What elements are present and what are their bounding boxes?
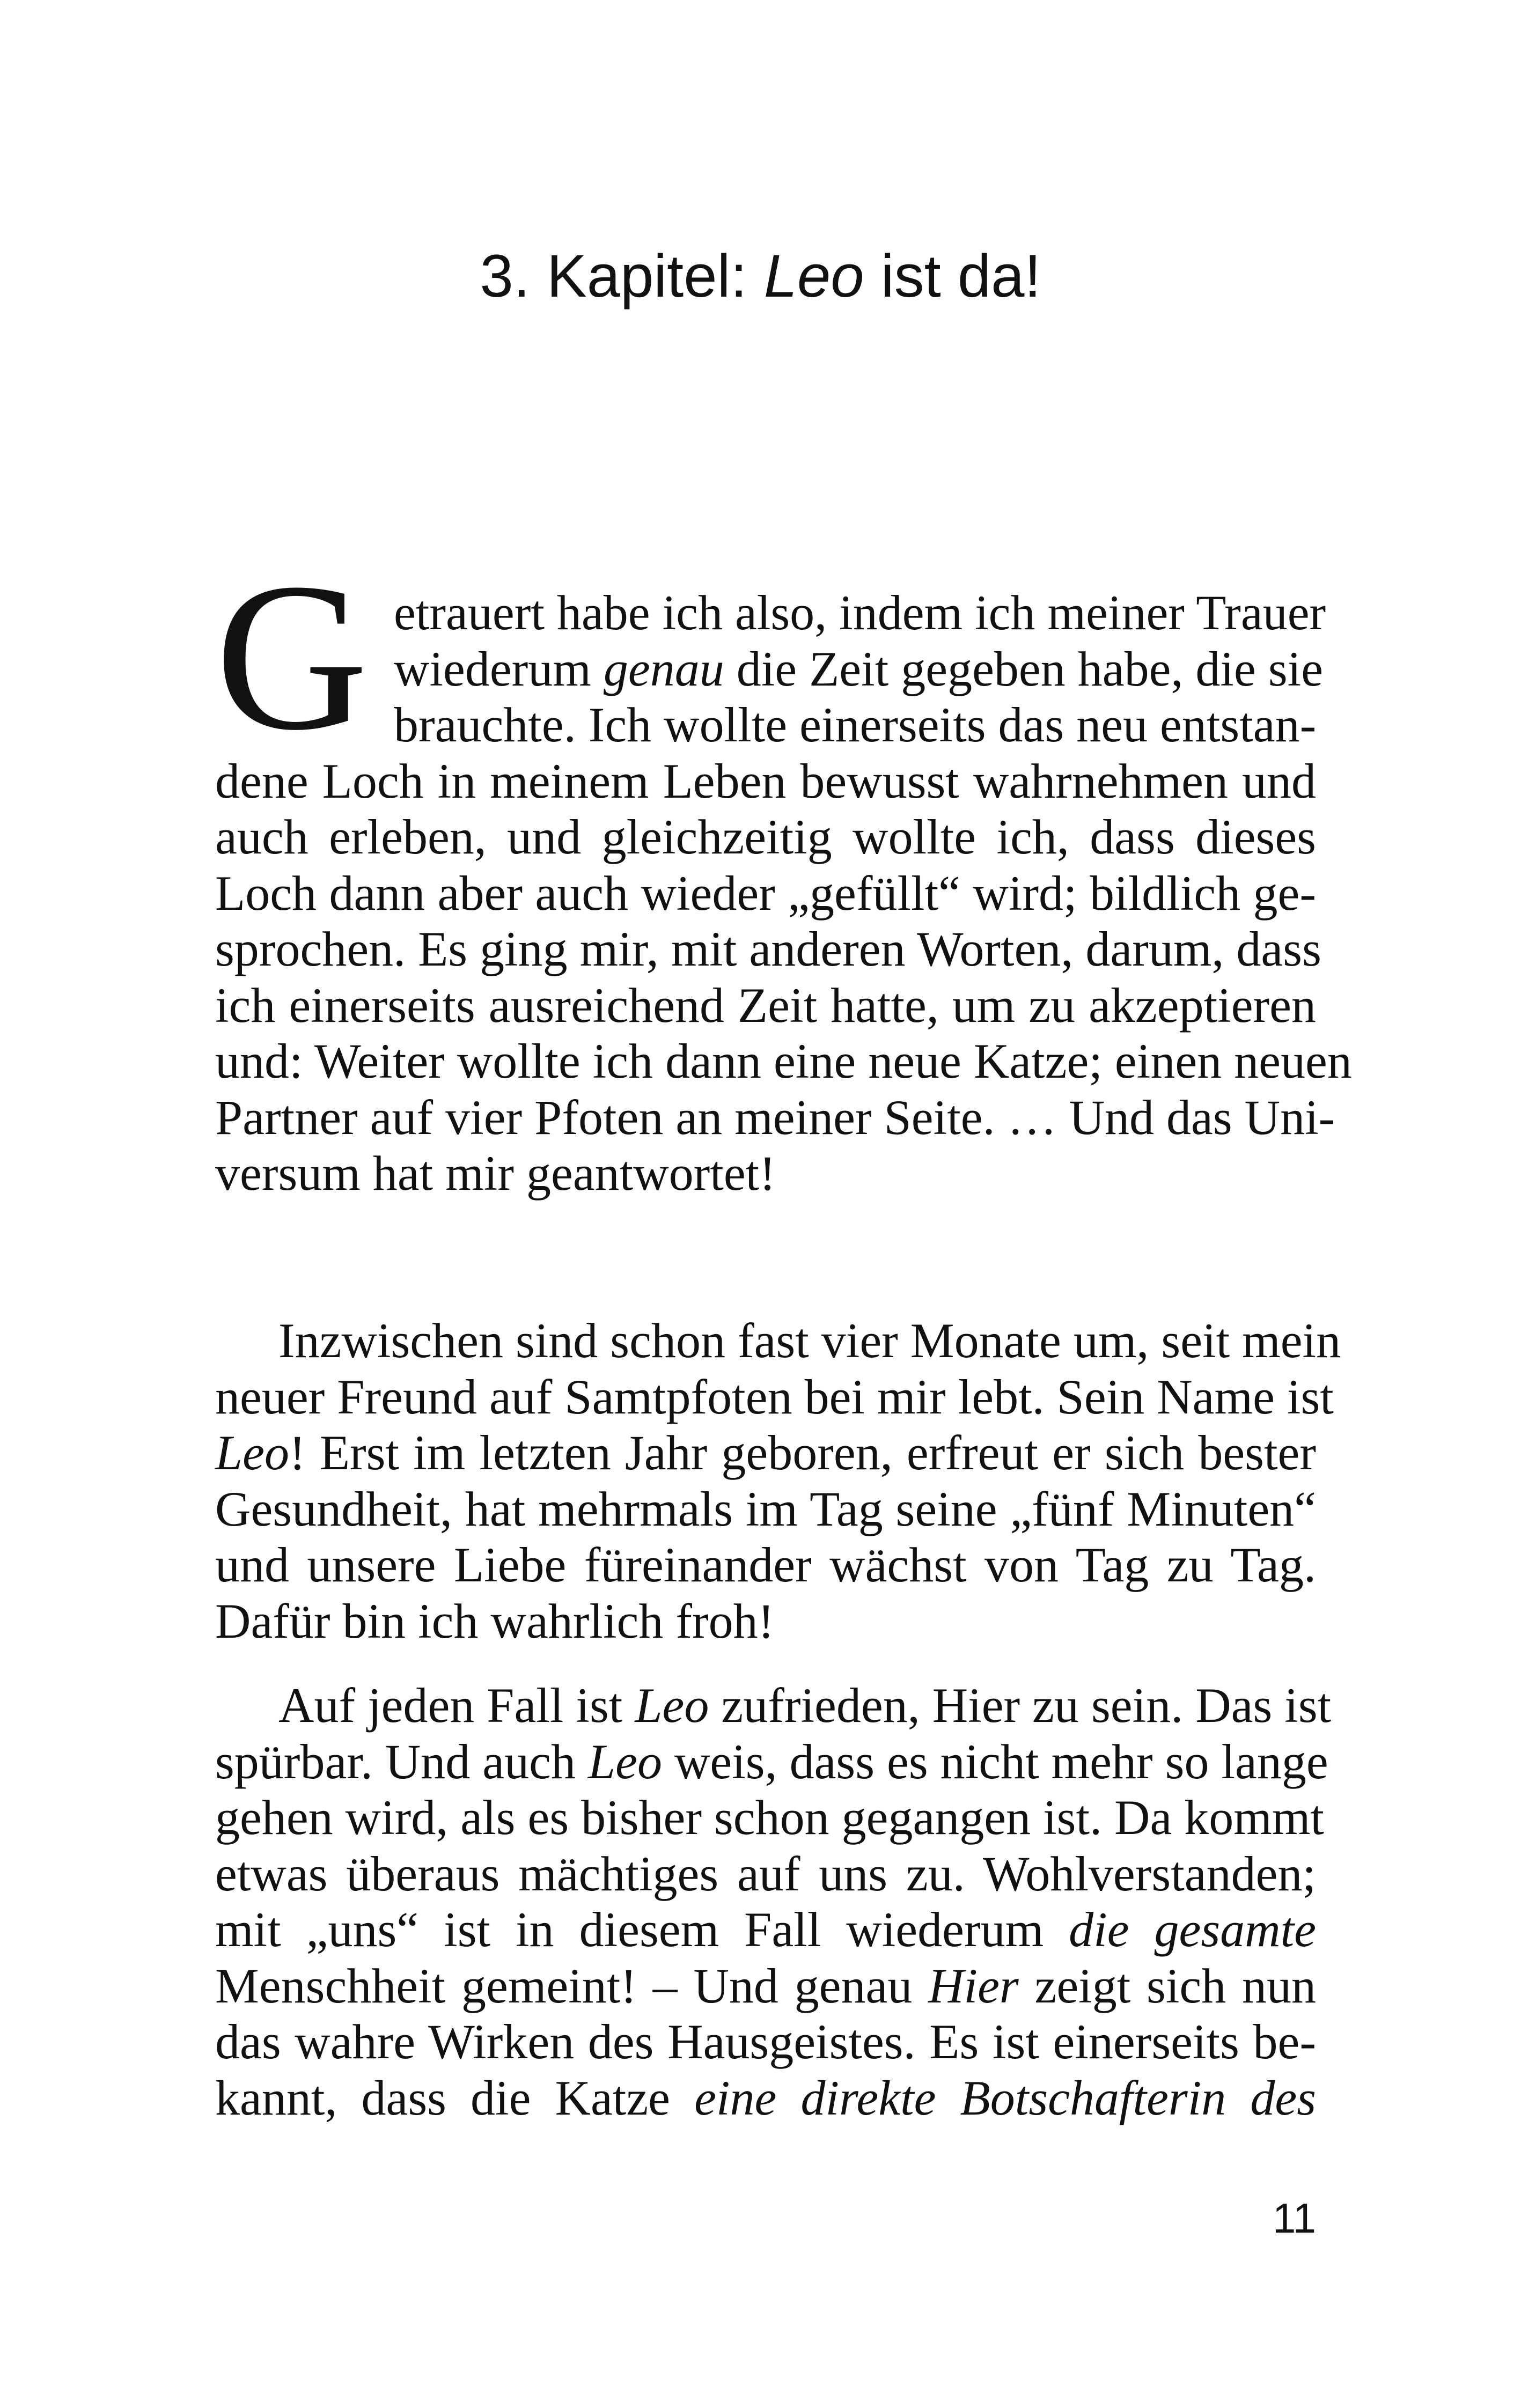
emphasis: genau bbox=[603, 641, 724, 696]
paragraph-2 bbox=[215, 1313, 1341, 1649]
text-run: weis, dass es nicht mehr so lange bbox=[662, 1734, 1328, 1789]
text-line bbox=[215, 1677, 1332, 1734]
paragraph-3 bbox=[215, 1677, 1332, 2126]
text-line: auch erleben, und gleichzeitig wollte ich, dass dieses bbox=[215, 809, 1316, 864]
emphasis: Leo bbox=[635, 1678, 709, 1733]
text-line bbox=[215, 1425, 1316, 1481]
text-run: Menschheit gemeint! – Und genau bbox=[215, 1958, 929, 2013]
text-line: das wahre Wirken des Hausgeistes. Es ist einerseits be- bbox=[215, 2014, 1316, 2069]
text-line: und unsere Liebe füreinander wächst von Tag zu Tag. bbox=[215, 1537, 1316, 1592]
text-line bbox=[215, 641, 1324, 697]
emphasis: die gesamte bbox=[1069, 1902, 1316, 1957]
text-line: neuer Freund auf Samtpfoten bei mir lebt. Sein Name ist bbox=[215, 1369, 1334, 1424]
emphasis: Leo bbox=[587, 1734, 662, 1789]
chapter-title-prefix: 3. Kapitel: bbox=[480, 242, 764, 310]
emphasis: eine direkte Botschafterin des bbox=[694, 2070, 1317, 2125]
text-line: etrauert habe ich also, indem ich meiner Trauer bbox=[394, 585, 1326, 640]
text-run: die Zeit gegeben habe, die sie bbox=[724, 641, 1324, 696]
text-line: ich einerseits ausreichend Zeit hatte, um zu akzeptieren bbox=[215, 977, 1316, 1033]
chapter-title-name: Leo bbox=[763, 242, 864, 310]
text-run: mit „uns“ ist in diesem Fall wiederum bbox=[215, 1902, 1069, 1957]
text-run: spürbar. Und auch bbox=[215, 1734, 588, 1789]
text-line: etwas überaus mächtiges auf uns zu. Wohlverstanden; bbox=[215, 1846, 1316, 1901]
text-line: Loch dann aber auch wieder „gefüllt“ wird; bildlich ge- bbox=[215, 865, 1316, 921]
text-line: dene Loch in meinem Leben bewusst wahrnehmen und bbox=[215, 753, 1316, 808]
text-run: Auf jeden Fall ist bbox=[278, 1678, 635, 1733]
text-line: Partner auf vier Pfoten an meiner Seite. … Und das Uni- bbox=[215, 1089, 1335, 1145]
emphasis: Hier bbox=[928, 1958, 1019, 2013]
text-run: kannt, dass die Katze bbox=[215, 2070, 695, 2125]
text-line: Dafür bin ich wahrlich froh! bbox=[215, 1593, 775, 1648]
text-run: zeigt sich nun bbox=[1018, 1958, 1316, 2013]
text-run: wiederum bbox=[394, 641, 604, 696]
text-line: sprochen. Es ging mir, mit anderen Worten, darum, dass bbox=[215, 922, 1321, 976]
text-line: versum hat mir geantwortet! bbox=[215, 1146, 776, 1201]
text-line: gehen wird, als es bisher schon gegangen ist. Da kommt bbox=[215, 1790, 1324, 1845]
text-line: Inzwischen sind schon fast vier Monate um, seit mein bbox=[278, 1313, 1341, 1368]
text-line: brauchte. Ich wollte einerseits das neu entstan- bbox=[394, 697, 1317, 752]
chapter-title-suffix: ist da! bbox=[864, 242, 1041, 310]
page-number: 11 bbox=[1273, 2195, 1316, 2242]
text-line bbox=[215, 1734, 1328, 1790]
chapter-title bbox=[0, 239, 1521, 314]
text-line: und: Weiter wollte ich dann eine neue Katze; einen neuen bbox=[215, 1034, 1352, 1088]
emphasis: Leo bbox=[215, 1425, 289, 1480]
text-line bbox=[215, 2070, 1316, 2126]
drop-cap: G bbox=[215, 540, 369, 774]
text-line bbox=[215, 1902, 1316, 1958]
text-run: ! Erst im letzten Jahr geboren, erfreut er sich bester bbox=[289, 1425, 1316, 1480]
text-line bbox=[215, 1958, 1316, 2014]
text-line: Gesundheit, hat mehrmals im Tag seine „fünf Minuten“ bbox=[215, 1481, 1316, 1536]
paragraph-1 bbox=[215, 585, 1352, 1202]
text-run: zufrieden, Hier zu sein. Das ist bbox=[709, 1678, 1332, 1733]
